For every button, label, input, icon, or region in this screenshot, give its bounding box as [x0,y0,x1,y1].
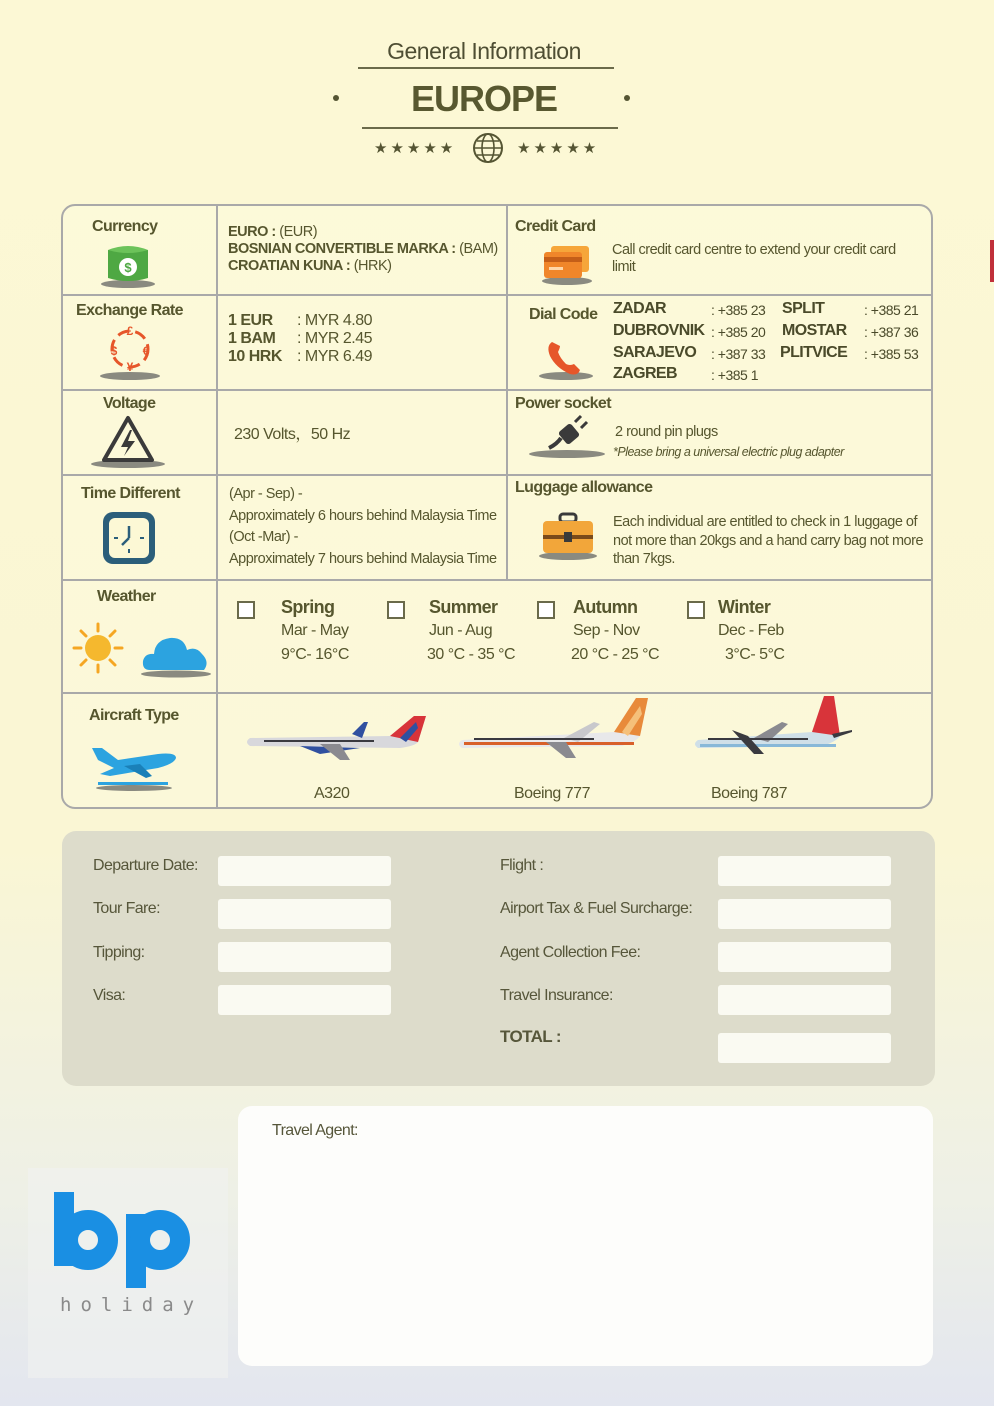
dial-city: MOSTAR [782,322,847,339]
travel-insurance-label: Travel Insurance: [500,987,613,1004]
svg-text:€: € [142,344,150,358]
currency-line: EURO : (EUR) [228,224,318,240]
season-temp: 3°C- 5°C [725,646,785,663]
currency-exchange-icon [99,322,161,382]
dial-code-value: : +385 1 [711,367,758,383]
dial-city: ZADAR [613,300,666,317]
dial-code-value: : +387 33 [711,346,766,362]
edge-marker [990,240,994,282]
dial-city: SARAJEVO [613,344,697,361]
dial-code-value: : +385 53 [864,346,919,362]
globe-icon [471,131,505,165]
dial-city: DUBROVNIK [613,322,705,339]
tipping-label: Tipping: [93,944,145,961]
season-name: Summer [429,597,498,617]
exchange-row: 1 BAM : MYR 2.45 [228,330,373,347]
bp-holiday-logo [52,1190,198,1290]
season-months: Jun - Aug [429,622,493,639]
airport-tax-label: Airport Tax & Fuel Surcharge: [500,900,693,917]
voltage-label: Voltage [103,395,156,412]
svg-text:¥: ¥ [126,360,134,374]
dial-city: SPLIT [782,300,825,317]
time-different-label: Time Different [81,485,180,502]
dial-code-value: : +385 21 [864,302,919,318]
flight-label: Flight : [500,857,544,874]
credit-card-icon [541,244,593,286]
total-label: TOTAL : [500,1027,561,1046]
airplane-takeoff-icon [88,738,180,792]
tour-fare-label: Tour Fare: [93,900,160,917]
season-temp: 20 °C - 25 °C [571,646,660,663]
credit-card-text: Call credit card centre to extend your credit card limit [612,242,896,275]
luggage-label: Luggage allowance [515,479,653,496]
dial-code-value: : +385 23 [711,302,766,318]
visa-input[interactable] [218,985,391,1015]
flight-input[interactable] [718,856,891,886]
suitcase-icon [538,512,598,562]
header-dot-right [624,95,630,101]
plug-icon [527,414,607,460]
season-name: Winter [718,597,771,617]
season-checkbox-summer[interactable] [387,601,405,619]
dial-code-label: Dial Code [529,306,598,323]
exchange-rate-label: Exchange Rate [76,302,183,319]
plane-label: Boeing 777 [514,785,590,802]
weather-label: Weather [97,588,156,605]
header-subtitle: General Information [387,38,581,64]
currency-line: CROATIAN KUNA : (HRK) [228,258,392,274]
currency-label: Currency [92,218,158,235]
season-months: Mar - May [281,622,349,639]
time-different-text: (Apr - Sep) - Approximately 6 hours behind Malaysia Time (Oct -Mar) - Approximately 7 hours behind Malaysia Time [229,486,497,567]
visa-label: Visa: [93,987,126,1004]
dial-city: ZAGREB [613,365,677,382]
page-title: EUROPE [410,78,558,119]
season-months: Dec - Feb [718,622,784,639]
currency-line: BOSNIAN CONVERTIBLE MARKA : (BAM) [228,241,498,257]
departure-date-input[interactable] [218,856,391,886]
high-voltage-icon [90,414,166,470]
exchange-row: 1 EUR : MYR 4.80 [228,312,373,329]
departure-date-label: Departure Date: [93,857,198,874]
header-divider-top [358,67,614,69]
dial-code-value: : +387 36 [864,324,919,340]
phone-icon [538,338,594,382]
svg-text:$: $ [110,344,118,358]
power-socket-text: 2 round pin plugs [615,424,718,440]
svg-text:£: £ [126,324,134,338]
stars-right: ★★★★★ [517,140,600,157]
season-name: Spring [281,597,335,617]
travel-agent-label: Travel Agent: [272,1122,358,1139]
aircraft-label: Aircraft Type [89,707,179,724]
travel-agent-box[interactable] [238,1106,933,1366]
exchange-rate-list [228,312,372,366]
logo-subtitle: holiday [60,1294,204,1316]
plane-a320 [240,712,430,766]
currency-list [228,224,498,275]
stars-left: ★★★★★ [374,140,457,157]
airport-tax-input[interactable] [718,899,891,929]
season-temp: 9°C- 16°C [281,646,349,663]
total-input[interactable] [718,1033,891,1063]
sun-icon [72,622,124,674]
season-name: Autumn [573,597,638,617]
agent-fee-label: Agent Collection Fee: [500,944,641,961]
header-divider-bottom [362,127,618,129]
power-socket-label: Power socket [515,395,611,412]
travel-insurance-input[interactable] [718,985,891,1015]
season-months: Sep - Nov [573,622,640,639]
agent-fee-input[interactable] [718,942,891,972]
tour-fare-input[interactable] [218,899,391,929]
clock-icon [100,508,158,568]
season-checkbox-autumn[interactable] [537,601,555,619]
season-checkbox-spring[interactable] [237,601,255,619]
money-bag-icon [100,240,156,290]
season-temp: 30 °C - 35 °C [427,646,516,663]
plane-boeing-777 [454,696,654,762]
tipping-input[interactable] [218,942,391,972]
voltage-text: 230 Volts，50 Hz [234,426,351,443]
season-checkbox-winter[interactable] [687,601,705,619]
exchange-row: 10 HRK : MYR 6.49 [228,348,373,365]
luggage-text: Each individual are entitled to check in 1 luggage of not more than 20kgs and a hand carry bag not more than 7kgs. [613,514,924,567]
plane-boeing-787 [692,692,854,762]
dial-city: PLITVICE [780,344,848,361]
plane-label: Boeing 787 [711,785,787,802]
cloud-icon [140,626,212,678]
power-socket-note: *Please bring a universal electric plug adapter [613,445,844,459]
credit-card-label: Credit Card [515,218,596,235]
plane-label: A320 [314,785,350,802]
dial-code-value: : +385 20 [711,324,766,340]
svg-text:$: $ [124,260,132,275]
